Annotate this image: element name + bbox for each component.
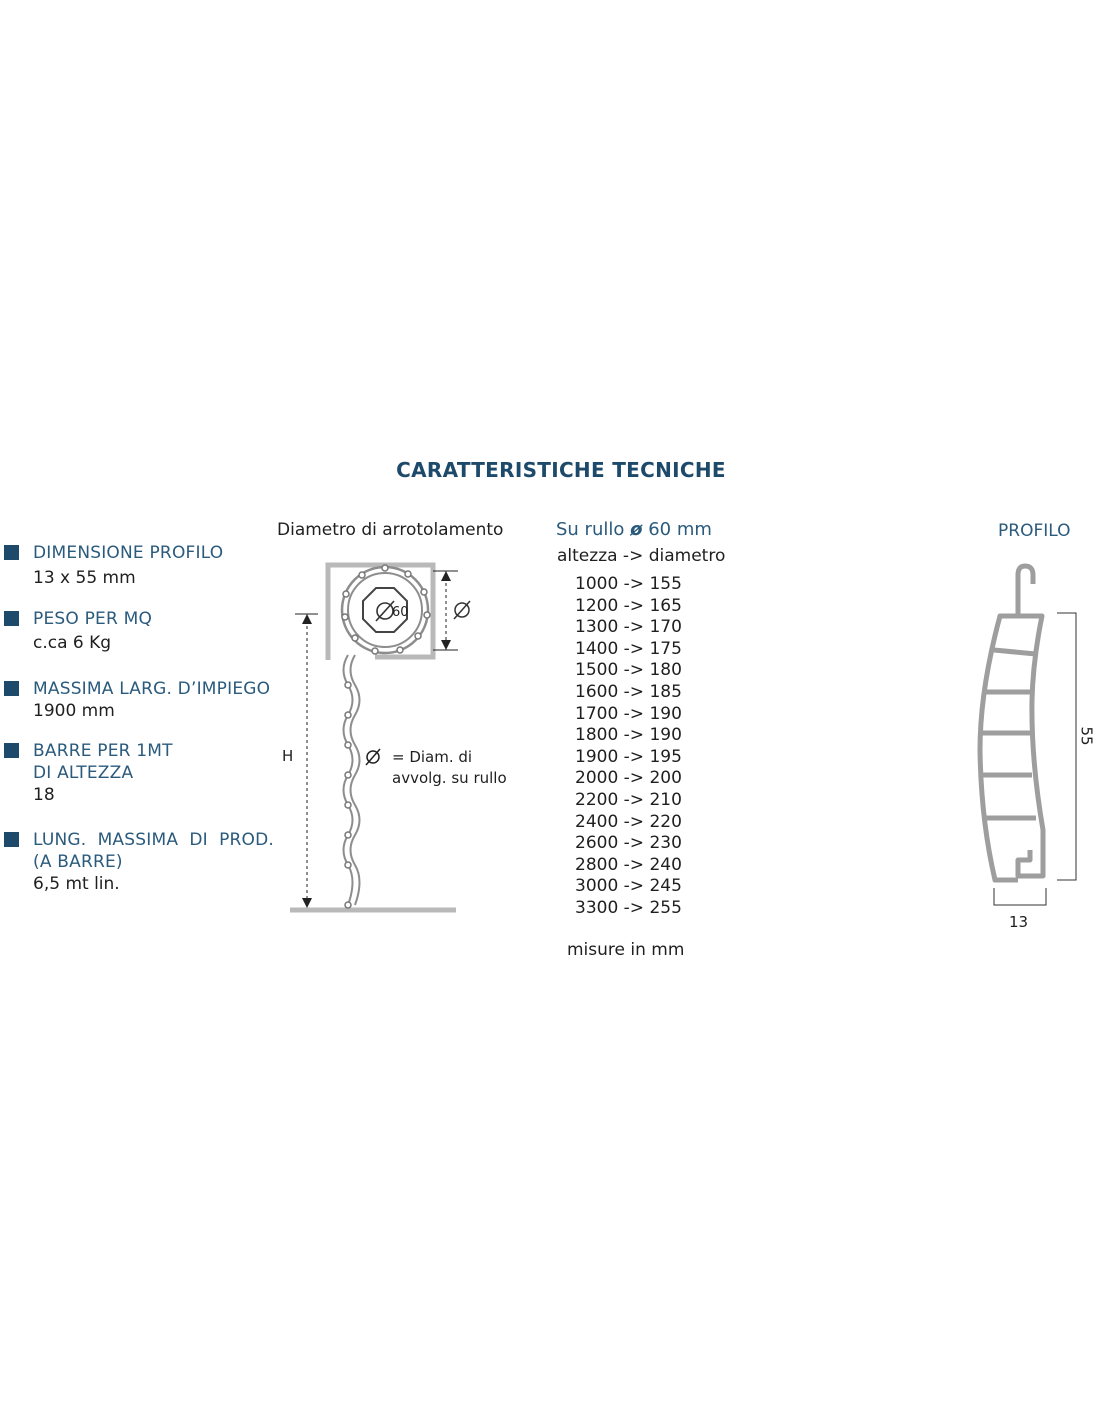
profile-title: PROFILO (998, 521, 1071, 541)
spec-label: BARRE PER 1MT (33, 741, 173, 761)
profile-height-dimension (1057, 613, 1076, 880)
table-row: 3300 -> 255 (575, 897, 682, 918)
arrow-up-icon (441, 571, 451, 581)
spec-label: (A BARRE) (33, 852, 123, 872)
profile-width-label: 13 (1009, 913, 1029, 931)
spec-label: DI ALTEZZA (33, 763, 134, 783)
profile-width-dimension (994, 888, 1046, 905)
profile-inner-edge (980, 616, 1018, 880)
height-label: H (282, 747, 294, 765)
spec-value: 1900 mm (33, 701, 115, 721)
table-row: 1400 -> 175 (575, 638, 682, 659)
diameter-note-line1: = Diam. di (392, 748, 473, 766)
table-row: 2600 -> 230 (575, 833, 682, 854)
table-row: 1000 -> 155 (575, 574, 682, 594)
table-row: 1700 -> 190 (575, 703, 682, 724)
profile-height-label: 55 (1077, 726, 1096, 746)
roll-table (575, 574, 682, 920)
spec-value: 6,5 mt lin. (33, 874, 120, 894)
table-row: 1200 -> 165 (575, 595, 682, 616)
table-row: 2200 -> 210 (575, 789, 682, 810)
roll-subheading: altezza -> diametro (557, 546, 726, 566)
spec-label: MASSIMA LARG. D’IMPIEGO (33, 679, 271, 699)
table-row: 1300 -> 170 (575, 617, 682, 638)
spec-value: 18 (33, 785, 55, 805)
profile-rib (994, 650, 1036, 654)
profile-drawing (980, 566, 1043, 880)
diagram-title: Diametro di arrotolamento (277, 520, 504, 540)
spec-value: 13 x 55 mm (33, 568, 136, 588)
page-title: CARATTERISTICHE TECNICHE (396, 458, 726, 482)
table-row: 1600 -> 185 (575, 681, 682, 702)
table-row: 2400 -> 220 (575, 811, 682, 832)
spec-label: LUNG. MASSIMA DI PROD. (33, 830, 275, 850)
table-row: 2000 -> 200 (575, 768, 682, 789)
table-row: 1800 -> 190 (575, 725, 682, 746)
table-row: 1500 -> 180 (575, 660, 682, 681)
diameter-note (392, 747, 507, 789)
table-row: 2800 -> 240 (575, 854, 682, 875)
roll-heading-size: 60 mm (642, 519, 712, 540)
spec-value: c.ca 6 Kg (33, 633, 112, 653)
roller-diameter-label: 60 (392, 605, 409, 620)
spec-label: DIMENSIONE PROFILO (33, 543, 224, 563)
diameter-note-line2: avvolg. su rullo (392, 769, 507, 787)
arrow-down-icon (302, 898, 312, 908)
roll-heading (556, 519, 712, 540)
units-note: misure in mm (567, 940, 685, 960)
spec-label: PESO PER MQ (33, 609, 153, 629)
table-row: 1900 -> 195 (575, 746, 682, 767)
table-row: 3000 -> 245 (575, 876, 682, 897)
arrow-down-icon (441, 640, 451, 650)
profile-hook (1018, 566, 1033, 616)
roll-heading-text: Su rullo (556, 519, 631, 540)
roll-heading-symbol: ø (630, 519, 643, 540)
arrow-up-icon (302, 614, 312, 624)
